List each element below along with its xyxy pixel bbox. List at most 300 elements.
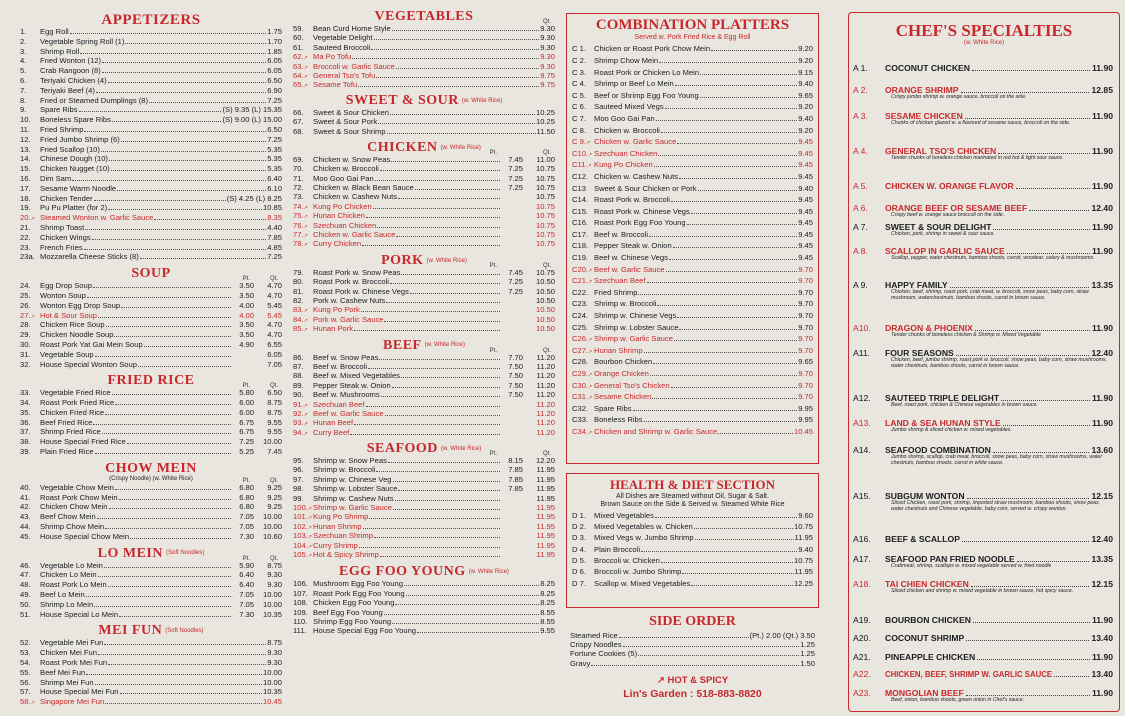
item-number: 37. xyxy=(20,428,31,437)
item-price-qt: 10.50 xyxy=(535,296,555,305)
dot-leader xyxy=(374,39,540,40)
dot-leader xyxy=(973,622,1090,623)
dot-leader xyxy=(591,665,799,666)
item-name: Bean Curd Home Style xyxy=(313,25,391,33)
dot-leader xyxy=(95,684,262,685)
item-number: 111. xyxy=(293,627,307,636)
combination-subtitle: Served w. Pork Fried Rice & Egg Roll xyxy=(634,34,751,41)
item-price: 7.50 xyxy=(508,391,523,400)
menu-item-row xyxy=(20,136,282,146)
item-number: 65. ↗ xyxy=(293,81,313,89)
item-price: 3.50 xyxy=(239,331,254,340)
dot-leader xyxy=(396,236,500,237)
item-number: 39. xyxy=(20,448,31,457)
item-price: 4.40 xyxy=(267,223,282,232)
dot-leader xyxy=(966,695,1090,696)
menu-item-row xyxy=(20,639,282,649)
item-name: SEAFOOD PAN FRIED NOODLE xyxy=(885,554,1015,564)
menu-item-row xyxy=(20,361,282,371)
item-price: 11.90 xyxy=(1091,688,1113,698)
item-price: 9.30 xyxy=(540,34,555,43)
dot-leader xyxy=(375,180,500,181)
item-price-qt: 10.50 xyxy=(535,278,555,287)
item-number: 84. ↗ xyxy=(293,316,313,324)
item-number: 20. ↗ xyxy=(20,214,40,222)
dot-leader xyxy=(1007,253,1090,254)
item-name: Kung Po Chicken xyxy=(594,161,653,170)
mei-fun-title: MEI FUN xyxy=(98,623,163,639)
menu-item-row xyxy=(293,156,555,165)
item-name: Chinese Dough (10) xyxy=(40,155,108,164)
dot-leader xyxy=(671,201,797,202)
menu-item-row xyxy=(293,504,555,513)
item-number: 49. xyxy=(20,591,31,600)
item-number: 34. xyxy=(20,399,31,408)
item-number: 61. xyxy=(293,43,304,52)
item-number: 53. xyxy=(20,649,31,658)
dot-leader xyxy=(112,394,232,395)
item-name: Chicken w. Cashew Nuts xyxy=(594,172,678,181)
dot-leader xyxy=(393,481,500,482)
item-number: D 2. xyxy=(572,523,586,532)
dot-leader xyxy=(130,538,231,539)
dot-leader xyxy=(698,190,798,191)
item-number: 7. xyxy=(20,86,27,95)
menu-item-row xyxy=(20,321,282,331)
dot-leader xyxy=(687,224,798,225)
item-number: 107. xyxy=(293,589,308,598)
menu-item-row xyxy=(20,97,282,107)
dot-leader xyxy=(102,72,266,73)
item-number: A 8. xyxy=(853,246,868,256)
menu-item-row xyxy=(20,698,282,708)
item-number: A21. xyxy=(853,652,871,662)
dot-leader xyxy=(121,141,266,142)
item-price: 11.90 xyxy=(1091,246,1113,256)
dot-leader xyxy=(661,132,797,133)
item-price: 4.00 xyxy=(239,311,254,320)
item-name: SUBGUM WONTON xyxy=(885,491,965,501)
dot-leader xyxy=(638,655,799,656)
menu-item-row xyxy=(572,358,813,370)
dot-leader xyxy=(111,170,267,171)
dot-leader xyxy=(93,287,231,288)
item-number: 31. xyxy=(20,350,31,359)
pork-title: PORK xyxy=(381,252,424,268)
item-size-prices: (S) 9.00 (L) 15.00 xyxy=(222,116,282,125)
item-price-qt: 11.95 xyxy=(536,485,555,494)
item-name: Chicken w. Broccoli xyxy=(594,126,660,135)
menu-item-row xyxy=(293,627,555,636)
dot-leader xyxy=(641,551,797,552)
dot-leader xyxy=(95,453,231,454)
item-price: 1.70 xyxy=(267,37,282,46)
item-name: Chicken w. Black Bean Sauce xyxy=(313,184,414,193)
menu-item-row xyxy=(572,335,813,347)
item-number: 110. xyxy=(293,617,308,626)
item-price: 5.35 xyxy=(267,165,282,174)
item-price: 9.45 xyxy=(798,149,813,158)
item-name: Shrimp w. Garlic Sauce xyxy=(313,504,392,513)
item-price: 10.45 xyxy=(262,698,282,707)
item-name: Spare Ribs xyxy=(594,404,632,413)
item-name: Roast Pork w. Broccoli xyxy=(313,278,389,287)
item-number: 102. ↗ xyxy=(293,523,313,531)
item-price: 11.90 xyxy=(1091,652,1113,662)
item-price: 7.45 xyxy=(508,155,523,164)
item-name: Mushroom Egg Foo Young xyxy=(313,580,403,589)
item-name: House Special Mei Fun xyxy=(40,688,119,697)
menu-item-row xyxy=(570,660,815,669)
item-name: Kung Po Shrimp xyxy=(313,513,369,522)
dot-leader xyxy=(381,396,500,397)
menu-item-row xyxy=(293,410,555,419)
item-price: 12.40 xyxy=(1091,203,1113,213)
chef-item xyxy=(853,222,1113,238)
chef-item-line xyxy=(853,633,1113,643)
dot-leader xyxy=(121,307,231,308)
item-price: 9.65 xyxy=(798,91,813,100)
item-price: 1.25 xyxy=(800,650,815,659)
health-diet-box xyxy=(566,473,819,608)
chef-item xyxy=(853,63,1113,73)
item-description: Beef, onion, bamboo shoots, green onion in Chef's sauce. xyxy=(891,697,1025,703)
menu-item-row xyxy=(20,57,282,67)
item-price-qt: 11.20 xyxy=(536,362,555,371)
menu-item-row xyxy=(293,34,555,43)
item-name: Vegetable Fried Rice xyxy=(40,389,111,398)
dot-leader xyxy=(1029,210,1089,211)
item-name: Teriyaki Chicken (4) xyxy=(40,76,107,85)
menu-item-row xyxy=(20,419,282,429)
item-number: 36. xyxy=(20,418,31,427)
item-number: A 2. xyxy=(853,85,868,95)
item-number: 100. ↗ xyxy=(293,504,313,512)
item-price: 8.25 xyxy=(540,580,555,589)
item-number: 5. xyxy=(20,67,27,76)
item-price: 11.90 xyxy=(1091,393,1113,403)
chef-item xyxy=(853,491,1113,513)
menu-item-row xyxy=(20,185,282,195)
pork-qt-label: Qt. xyxy=(542,262,551,269)
item-number: A15. xyxy=(853,491,871,501)
lo-mein-note: (Soft Noodles) xyxy=(165,550,205,557)
item-name: Pork w. Garlic Sauce xyxy=(313,315,384,324)
item-number: 86. xyxy=(293,353,304,362)
menu-item-row xyxy=(572,138,813,150)
item-price: 1.85 xyxy=(267,47,282,56)
item-name: Roast Pork Egg Foo Young xyxy=(313,589,405,598)
item-name: Shrimp Fried Rice xyxy=(40,428,101,437)
item-name: Roast Pork Fried Rice xyxy=(40,399,115,408)
chef-note: (w. White Rice) xyxy=(963,40,1005,46)
item-number: 28. xyxy=(20,321,31,330)
menu-item-row xyxy=(572,57,813,69)
menu-item-row xyxy=(20,77,282,87)
item-price-qt: 8.75 xyxy=(267,399,282,408)
dot-leader xyxy=(380,556,500,557)
item-number: 96. xyxy=(293,466,304,475)
menu-item-row xyxy=(572,428,813,440)
soup-pt-label: Pt. xyxy=(242,276,250,283)
item-price: 7.05 xyxy=(239,523,254,532)
menu-item-row xyxy=(20,679,282,689)
dot-leader xyxy=(72,180,266,181)
item-price: 9.70 xyxy=(798,265,813,274)
dot-leader xyxy=(366,406,500,407)
menu-item-row xyxy=(572,80,813,92)
item-price: 7.25 xyxy=(508,165,523,174)
item-price-qt: 5.45 xyxy=(267,301,282,310)
menu-item-row xyxy=(293,485,555,494)
item-price: 6.50 xyxy=(267,125,282,134)
item-number: 47. xyxy=(20,571,31,580)
seafood-note: (w. White Rice) xyxy=(440,445,482,452)
menu-item-row xyxy=(293,53,555,62)
dot-leader xyxy=(384,321,500,322)
item-name: Shrimp w. Chinese Vegs xyxy=(594,312,677,321)
item-price: 1.25 xyxy=(800,641,815,650)
menu-item-row xyxy=(20,688,282,698)
item-number: 71. xyxy=(293,174,304,183)
item-name: Szechuan Chicken xyxy=(594,149,658,158)
fried-rice-qt-label: Qt. xyxy=(269,383,278,390)
item-price: 7.05 xyxy=(239,513,254,522)
dot-leader xyxy=(84,249,267,250)
menu-item-row xyxy=(572,534,813,545)
menu-item-row xyxy=(20,292,282,302)
item-number: 88. xyxy=(293,372,304,381)
menu-item-row xyxy=(20,204,282,214)
dot-leader xyxy=(395,500,500,501)
menu-item-row xyxy=(572,196,813,208)
item-name: ORANGE SHRIMP xyxy=(885,85,959,95)
dot-leader xyxy=(144,346,231,347)
item-number: A20. xyxy=(853,633,871,643)
item-number: A11. xyxy=(853,348,871,358)
item-name: Hunan Beef xyxy=(313,419,354,428)
item-price: 9.45 xyxy=(798,138,813,147)
seafood-list xyxy=(293,457,555,560)
item-name: Shrimp w. Cashew Nuts xyxy=(313,494,394,503)
item-price: 13.60 xyxy=(1091,445,1113,455)
item-name: Vegetable Spring Roll (1) xyxy=(40,37,125,46)
vegetables-list xyxy=(293,25,555,91)
item-price: 5.25 xyxy=(239,448,254,457)
menu-item-row xyxy=(293,128,555,137)
menu-item-row xyxy=(570,650,815,659)
item-price-qt: 10.75 xyxy=(535,184,555,193)
dot-leader xyxy=(85,229,266,230)
item-name: Boneless Spare Ribs xyxy=(40,116,111,125)
dot-leader xyxy=(965,118,1090,119)
item-number: 23. xyxy=(20,243,31,252)
item-price-qt: 9.30 xyxy=(267,581,282,590)
item-price: 1.50 xyxy=(800,659,815,668)
item-number: C11. ↗ xyxy=(572,161,594,169)
menu-item-row xyxy=(20,331,282,341)
item-price-qt: 10.50 xyxy=(535,315,555,324)
dot-leader xyxy=(398,198,500,199)
item-name: House Special Egg Foo Young xyxy=(313,627,417,636)
item-price-qt: 4.70 xyxy=(267,282,282,291)
item-price-qt: 10.75 xyxy=(535,268,555,277)
dot-leader xyxy=(377,227,500,228)
item-name: Pepper Steak w. Onion xyxy=(313,381,391,390)
chef-title: CHEF'S SPECIALTIES xyxy=(895,21,1073,40)
menu-item-row xyxy=(293,609,555,618)
item-number: 21. xyxy=(20,223,31,232)
item-name: Singapore Mei Fun xyxy=(40,698,105,707)
dot-leader xyxy=(127,443,231,444)
dot-leader xyxy=(374,537,500,538)
dot-leader xyxy=(977,659,1090,660)
item-number: C14. xyxy=(572,196,589,205)
item-price: 6.00 xyxy=(239,399,254,408)
pork-note: (w. White Rice) xyxy=(426,257,467,264)
item-price: 9.30 xyxy=(540,43,555,52)
item-number: 40. xyxy=(20,483,31,492)
item-name: Roast Pork w. Snow Peas xyxy=(313,268,401,277)
menu-item-row xyxy=(572,45,813,57)
item-number: 16. xyxy=(20,174,31,183)
appetizers-list xyxy=(20,28,282,263)
dot-leader xyxy=(354,424,500,425)
item-name: House Special Chow Mein xyxy=(40,532,130,541)
dot-leader xyxy=(125,43,266,44)
item-price-qt: 10.00 xyxy=(262,513,282,522)
item-name: Plain Broccoli xyxy=(594,545,641,554)
dot-leader xyxy=(395,604,539,605)
item-name: SESAME CHICKEN xyxy=(885,111,963,121)
item-name: Chicken Rice Soup xyxy=(40,321,105,330)
dot-leader xyxy=(80,53,266,54)
dot-leader xyxy=(677,317,797,318)
item-name: Sweet & Sour Chicken or Pork xyxy=(594,184,697,193)
item-name: Fried Jumbo Shrimp (6) xyxy=(40,135,120,144)
dot-leader xyxy=(108,664,266,665)
item-number: 6. xyxy=(20,76,27,85)
item-price-qt: 10.75 xyxy=(535,193,555,202)
dot-leader xyxy=(84,131,266,132)
item-number: 35. xyxy=(20,408,31,417)
combination-list xyxy=(567,45,818,439)
item-price: 9.45 xyxy=(798,230,813,239)
menu-item-row xyxy=(293,401,555,410)
item-price: 10.25 xyxy=(535,118,555,127)
item-price-qt: 11.20 xyxy=(536,428,555,437)
item-price: 7.25 xyxy=(508,287,523,296)
item-number: C24. xyxy=(572,312,589,321)
menu-item-row xyxy=(20,438,282,448)
item-price: 11.90 xyxy=(1091,63,1113,73)
dot-leader xyxy=(371,49,539,50)
item-name: Broccoli w. Jumbo Shrimp xyxy=(594,568,682,577)
item-number: 13. xyxy=(20,145,31,154)
item-price-qt: 7.05 xyxy=(267,360,282,369)
menu-item-row xyxy=(572,254,813,266)
item-price: 12.40 xyxy=(1091,534,1113,544)
dot-leader xyxy=(665,108,798,109)
item-name: Sweet & Sour Shrimp xyxy=(313,127,386,136)
menu-item-row xyxy=(20,533,282,543)
item-number: C13 xyxy=(572,184,586,193)
dot-leader xyxy=(385,415,501,416)
menu-item-row xyxy=(572,370,813,382)
vegetables-qt-label: Qt. xyxy=(542,19,551,25)
restaurant-contact: Lin's Garden : 518-883-8820 xyxy=(623,687,762,700)
menu-item-row xyxy=(20,224,282,234)
menu-item-row xyxy=(572,185,813,197)
item-name: Szechuan Shrimp xyxy=(313,532,373,541)
dot-leader xyxy=(117,190,266,191)
item-number: A16. xyxy=(853,534,871,544)
dot-leader xyxy=(352,58,539,59)
side-order-title: SIDE ORDER xyxy=(649,614,736,629)
menu-item-row xyxy=(20,571,282,581)
dot-leader xyxy=(354,330,500,331)
item-price: 9.70 xyxy=(798,323,813,332)
beef-qt-label: Qt. xyxy=(542,347,551,354)
menu-item-row xyxy=(20,312,282,322)
item-price: 4.90 xyxy=(239,340,254,349)
item-name: Szechuan Beef xyxy=(594,277,646,286)
menu-item-row xyxy=(20,389,282,399)
item-price: 9.45 xyxy=(798,219,813,228)
dot-leader xyxy=(392,623,539,624)
item-number: A10. xyxy=(853,323,871,333)
item-price-qt: 9.25 xyxy=(267,503,282,512)
dot-leader xyxy=(971,586,1090,587)
menu-item-row xyxy=(20,484,282,494)
item-description: Scallop, pepper, water chestnuts, bamboo shoots, carrot, woodear, celery & mushrooms. xyxy=(891,255,1095,261)
item-price: 7.25 xyxy=(508,278,523,287)
menu-item-row xyxy=(20,244,282,254)
menu-item-row xyxy=(20,214,282,224)
item-price: 3.50 xyxy=(239,291,254,300)
dot-leader xyxy=(1001,400,1090,401)
item-number: 17. xyxy=(20,184,31,193)
dot-leader xyxy=(359,547,500,548)
chef-item xyxy=(853,418,1113,434)
item-price: 7.50 xyxy=(508,362,523,371)
lo-mein-title: LO MEIN xyxy=(97,545,163,561)
item-name: Sweet & Sour Chicken xyxy=(313,108,389,117)
seafood-qt-label: Qt. xyxy=(542,451,551,458)
dot-leader xyxy=(679,329,797,330)
item-number: 38. xyxy=(20,438,31,447)
item-price-qt: 11.95 xyxy=(536,494,555,503)
chefs-specialties-box xyxy=(848,12,1120,712)
dot-leader xyxy=(711,50,797,51)
dot-leader xyxy=(644,352,798,353)
dot-leader xyxy=(406,595,540,596)
item-name: Roast Pork w. Chinese Vegs xyxy=(313,287,409,296)
item-price: 9.30 xyxy=(540,53,555,62)
item-name: SCALLOP IN GARLIC SAUCE xyxy=(885,246,1005,256)
dot-leader xyxy=(94,200,226,201)
item-price-qt: 10.00 xyxy=(262,600,282,609)
hot-spicy-icon: ↗ xyxy=(656,674,665,686)
dot-leader xyxy=(653,363,797,364)
item-name: Roast Pork Yat Gai Mein Soup xyxy=(40,340,143,349)
menu-item-row xyxy=(20,611,282,621)
item-name: Chicken w. Broccoli xyxy=(313,165,379,174)
chicken-qt-label: Qt. xyxy=(542,149,551,156)
dot-leader xyxy=(112,121,222,122)
chef-item xyxy=(853,280,1113,302)
dot-leader xyxy=(104,567,231,568)
